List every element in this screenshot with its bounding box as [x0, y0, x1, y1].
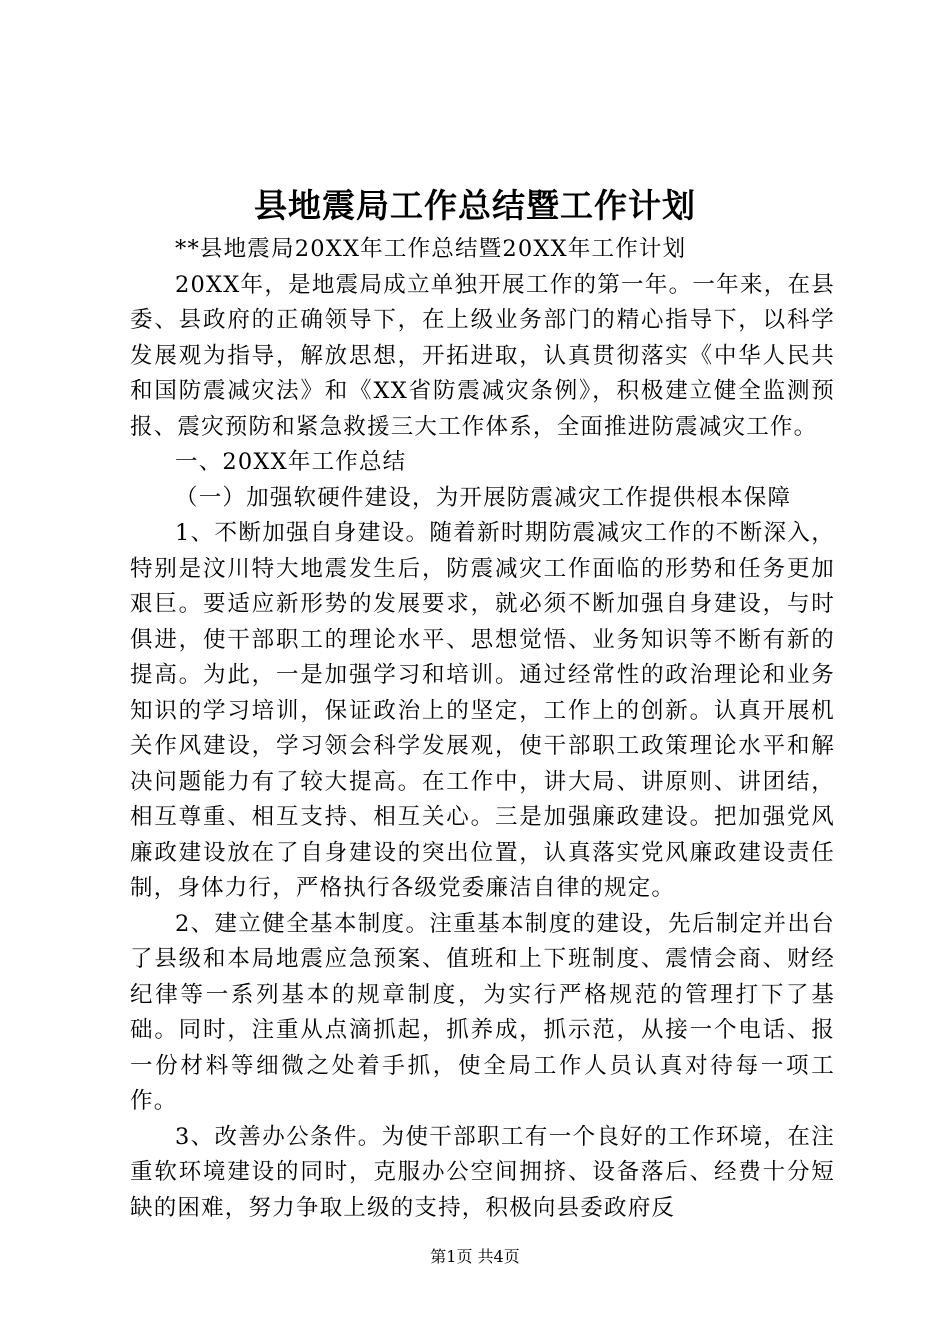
paragraph-item-1: 1、不断加强自身建设。随着新时期防震减灾工作的不断深入，特别是汶川特大地震发生后，防震减灾工作面临的形势和任务更加艰巨。要适应新形势的发展要求，就必须不断加强自身建设，与时俱进，使干部职工的理论水平、思想觉悟、业务知识等不断有新的提高。为此，一是加强学习和培训。通过经常性的政治理论和业务知识的学习培训，保证政治上的坚定，工作上的创新。认真开展机关作风建设，学习领会科学发展观，使干部职工政策理论水平和解决问题能力有了较大提高。在工作中，讲大局、讲原则、讲团结，相互尊重、相互支持、相互关心。三是加强廉政建设。把加强党风廉政建设放在了自身建设的突出位置，认真落实党风廉政建设责任制，身体力行，严格执行各级党委廉洁自律的规定。: [130, 520, 835, 901]
paragraph-item-2: 2、建立健全基本制度。注重基本制度的建设，先后制定并出台了县级和本局地震应急预案、值班和上下班制度、震情会商、财经纪律等一系列基本的规章制度，为实行严格规范的管理打下了基础。同时，注重从点滴抓起，抓养成，抓示范，从接一个电话、报一份材料等细微之处着手抓，使全局工作人员认真对待每一项工作。: [130, 910, 835, 1114]
document-body: [130, 232, 835, 1226]
paragraph-subtitle: **县地震局20XX年工作总结暨20XX年工作计划: [175, 236, 687, 262]
document-title: 县地震局工作总结暨工作计划: [254, 186, 696, 225]
section-heading: 一、20XX年工作总结: [175, 449, 407, 475]
paragraph-intro: 20XX年，是地震局成立单独开展工作的第一年。一年来，在县委、县政府的正确领导下，在上级业务部门的精心指导下，以科学发展观为指导，解放思想，开拓进取，认真贯彻落实《中华人民共和国防震减灾法》和《XX省防震减灾条例》，积极建立健全监测预报、震灾预防和紧急救援三大工作体系，全面推进防震减灾工作。: [130, 271, 835, 440]
page-footer: 第1页 共4页: [430, 1247, 520, 1266]
subsection-heading: （一）加强软硬件建设，为开展防震减灾工作提供根本保障: [175, 484, 792, 511]
paragraph-item-3: 3、改善办公条件。为使干部职工有一个良好的工作环境，在注重软环境建设的同时，克服办公空间拥挤、设备落后、经费十分短缺的困难，努力争取上级的支持，积极向县委政府反: [130, 1123, 835, 1221]
